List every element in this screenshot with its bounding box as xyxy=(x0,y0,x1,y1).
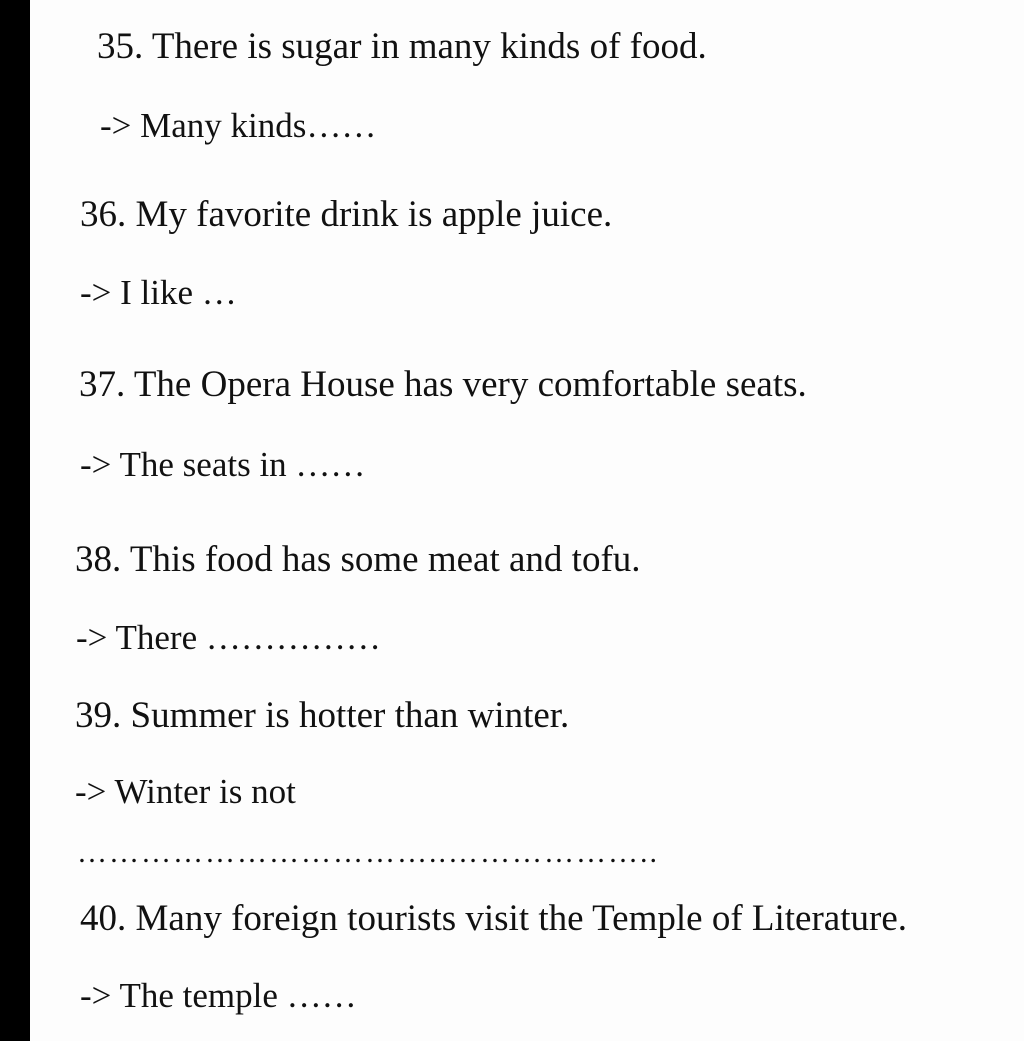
question-35: 35. There is sugar in many kinds of food. xyxy=(97,26,707,67)
answer-38: -> There …………… xyxy=(76,618,381,657)
question-37: 37. The Opera House has very comfortable seats. xyxy=(79,364,807,405)
worksheet-page xyxy=(30,0,1024,1041)
answer-35: -> Many kinds…… xyxy=(100,106,377,145)
question-36: 36. My favorite drink is apple juice. xyxy=(80,194,613,235)
answer-36: -> I like … xyxy=(80,273,237,312)
question-38: 38. This food has some meat and tofu. xyxy=(75,539,641,580)
question-39: 39. Summer is hotter than winter. xyxy=(75,695,570,736)
answer-39-continuation: ……………………………..……………….. xyxy=(77,836,659,869)
answer-39: -> Winter is not xyxy=(75,772,296,811)
answer-40: -> The temple …… xyxy=(80,976,357,1015)
question-40: 40. Many foreign tourists visit the Temple of Literature. xyxy=(80,898,907,939)
answer-37: -> The seats in …… xyxy=(80,445,366,484)
